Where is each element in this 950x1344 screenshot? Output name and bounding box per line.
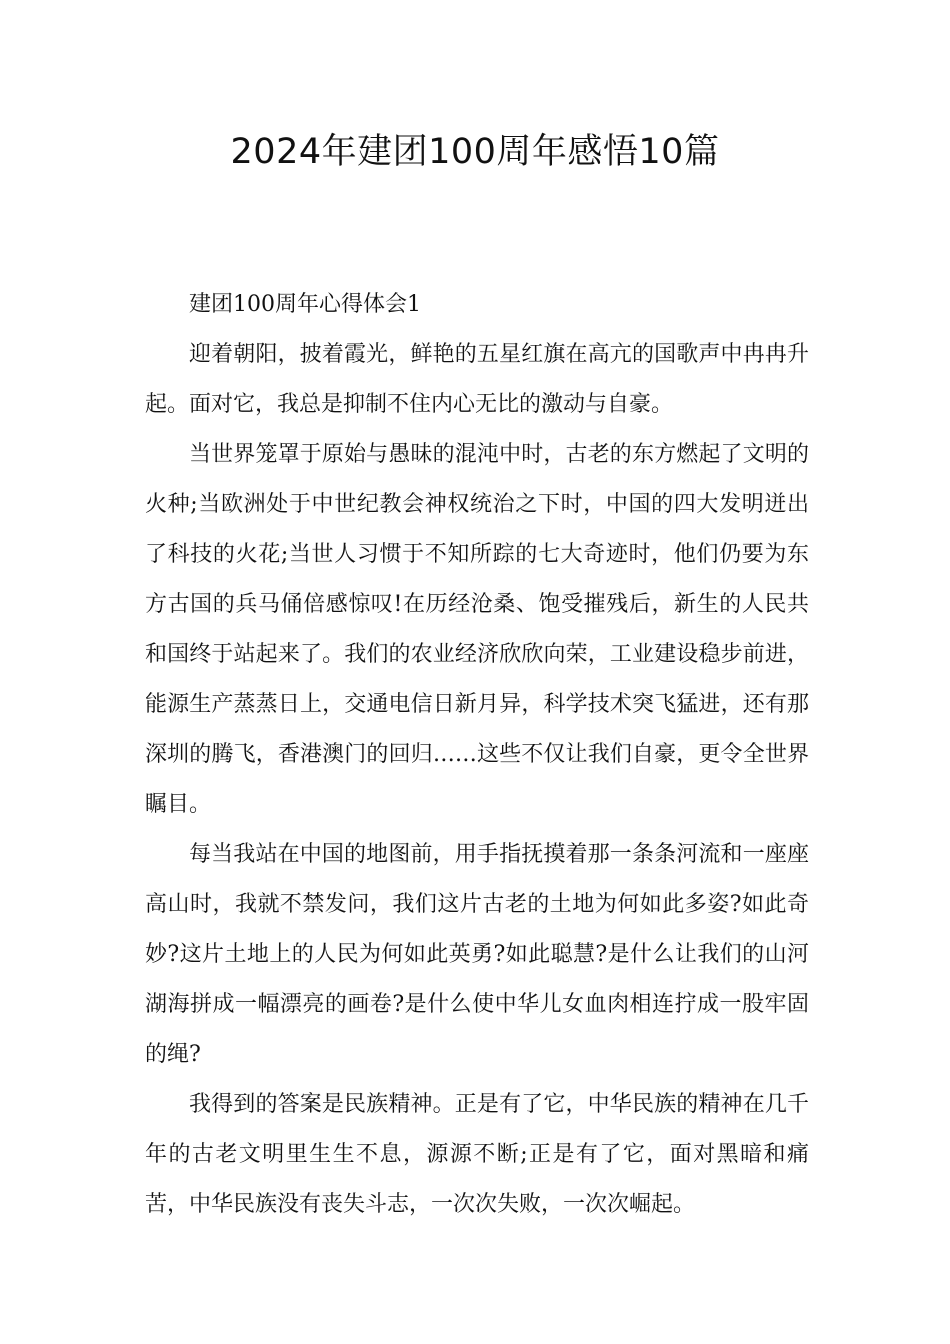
paragraph-3: 每当我站在中国的地图前，用手指抚摸着那一条条河流和一座座高山时，我就不禁发问，我们这片古老的土地为何如此多姿?如此奇妙?这片土地上的人民为何如此英勇?如此聪慧?是什么让我们的山河湖海拼成一幅漂亮的画卷?是什么使中华儿女血肉相连拧成一股牢固的绳?: [145, 842, 809, 1067]
document-title: 2024年建团100周年感悟10篇: [230, 132, 720, 172]
document-body: [145, 280, 809, 1230]
paragraph-4: 我得到的答案是民族精神。正是有了它，中华民族的精神在几千年的古老文明里生生不息，源源不断;正是有了它，面对黑暗和痛苦，中华民族没有丧失斗志，一次次失败，一次次崛起。: [145, 1092, 809, 1217]
paragraph-1: 迎着朝阳，披着霞光，鲜艳的五星红旗在高亢的国歌声中冉冉升起。面对它，我总是抑制不住内心无比的激动与自豪。: [145, 342, 809, 417]
paragraph-2: 当世界笼罩于原始与愚昧的混沌中时，古老的东方燃起了文明的火种;当欧洲处于中世纪教会神权统治之下时，中国的四大发明迸出了科技的火花;当世人习惯于不知所踪的七大奇迹时，他们仍要为东方古国的兵马俑倍感惊叹!在历经沧桑、饱受摧残后，新生的人民共和国终于站起来了。我们的农业经济欣欣向荣，工业建设稳步前进，能源生产蒸蒸日上，交通电信日新月异，科学技术突飞猛进，还有那深圳的腾飞，香港澳门的回归……这些不仅让我们自豪，更令全世界瞩目。: [145, 442, 809, 817]
section-heading: 建团100周年心得体会1: [189, 292, 421, 317]
